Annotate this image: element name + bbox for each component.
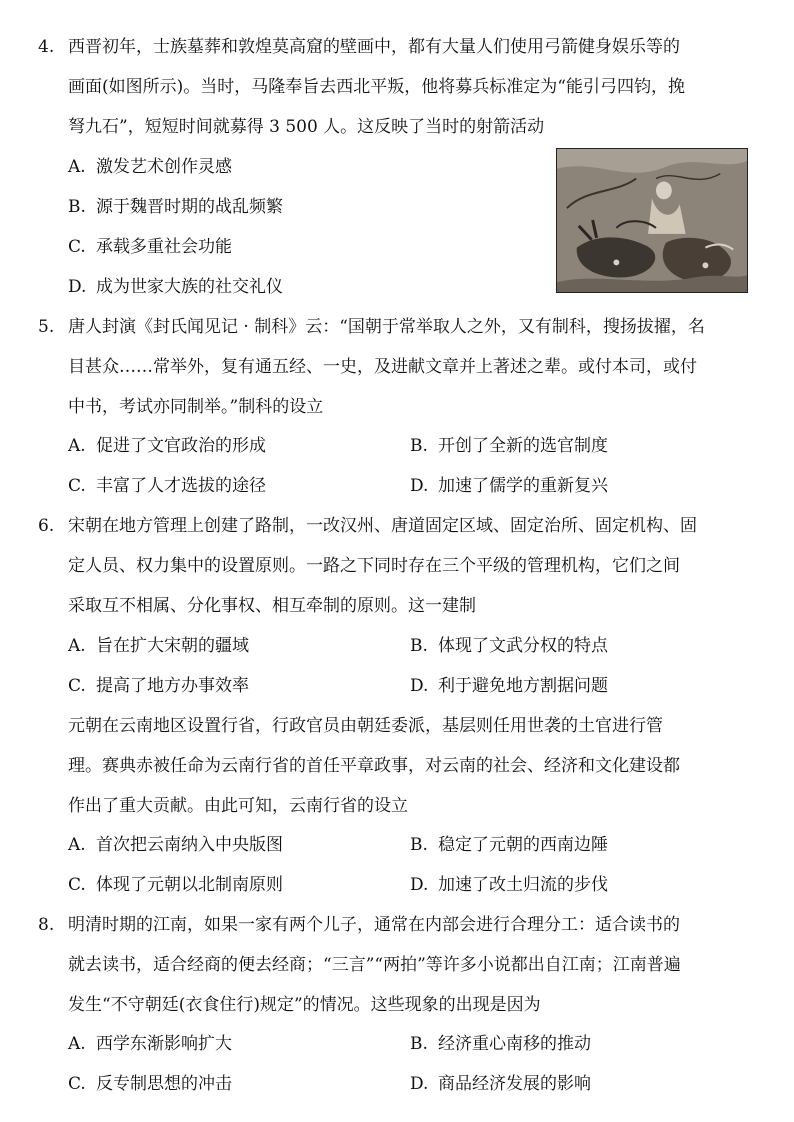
question-4-option-b[interactable]: [68, 197, 283, 217]
question-4-stem-line-1: 西晋初年，士族墓葬和敦煌莫高窟的壁画中，都有大量人们使用弓箭健身娱乐等的: [68, 37, 680, 57]
option-text: 加速了儒学的重新复兴: [438, 476, 608, 496]
question-5-option-b[interactable]: [410, 436, 608, 456]
question-7-stem-line-2: 理。赛典赤被任命为云南行省的首任平章政事，对云南的社会、经济和文化建设都: [68, 756, 680, 776]
question-5-option-d[interactable]: [410, 476, 608, 496]
option-text: 开创了全新的选官制度: [438, 436, 608, 456]
question-5-number: 5.: [38, 317, 55, 337]
question-6-option-c[interactable]: [68, 676, 249, 696]
question-6-stem-line-3: 采取互不相属、分化事权、相互牵制的原则。这一建制: [68, 596, 476, 616]
question-7-option-a[interactable]: [68, 835, 283, 855]
question-7-stem-line-1: 元朝在云南地区设置行省，行政官员由朝廷委派，基层则任用世袭的土官进行管: [68, 716, 663, 736]
question-4-option-c[interactable]: [68, 237, 232, 257]
option-label: A.: [68, 835, 86, 855]
option-label: A.: [68, 436, 86, 456]
option-text: 经济重心南移的推动: [438, 1034, 591, 1054]
question-7-option-d[interactable]: [410, 875, 608, 895]
option-text: 反专制思想的冲击: [96, 1074, 232, 1094]
option-text: 丰富了人才选拔的途径: [96, 476, 266, 496]
question-7-option-b[interactable]: [410, 835, 608, 855]
question-5-option-a[interactable]: [68, 436, 266, 456]
question-5-stem-line-1: 唐人封演《封氏闻见记 · 制科》云：“国朝于常举取人之外，又有制科，搜扬拔擢，名: [68, 317, 705, 337]
option-text: 加速了改土归流的步伐: [438, 875, 608, 895]
question-6-stem-line-2: 定人员、权力集中的设置原则。一路之下同时存在三个平级的管理机构，它们之间: [68, 556, 680, 576]
question-8-stem-line-3: 发生“不守朝廷(衣食住行)规定”的情况。这些现象的出现是因为: [68, 995, 541, 1015]
option-label: D.: [410, 875, 429, 895]
option-label: B.: [410, 436, 428, 456]
option-label: D.: [410, 676, 429, 696]
option-text: 体现了文武分权的特点: [438, 636, 608, 656]
option-label: A.: [68, 636, 86, 656]
question-4-stem-line-3: 弩九石”，短短时间就募得 3 500 人。这反映了当时的射箭活动: [68, 117, 545, 137]
option-label: C.: [68, 676, 86, 696]
option-text: 稳定了元朝的西南边陲: [438, 835, 608, 855]
option-label: D.: [410, 476, 429, 496]
option-label: B.: [68, 197, 86, 217]
question-8-option-c[interactable]: [68, 1074, 232, 1094]
option-text: 源于魏晋时期的战乱频繁: [96, 197, 283, 217]
option-text: 成为世家大族的社交礼仪: [96, 277, 283, 297]
option-text: 承载多重社会功能: [96, 237, 232, 257]
option-label: D.: [68, 277, 87, 297]
option-label: B.: [410, 1034, 428, 1054]
question-8-number: 8.: [38, 915, 55, 935]
question-6-stem-line-1: 宋朝在地方管理上创建了路制，一改汉州、唐道固定区域、固定治所、固定机构、固: [68, 516, 697, 536]
option-text: 激发艺术创作灵感: [96, 157, 232, 177]
question-8-option-b[interactable]: [410, 1034, 591, 1054]
question-8-option-d[interactable]: [410, 1074, 591, 1094]
option-label: C.: [68, 476, 86, 496]
question-8-stem-line-1: 明清时期的江南，如果一家有两个儿子，通常在内部会进行合理分工：适合读书的: [68, 915, 680, 935]
option-label: A.: [68, 1034, 86, 1054]
option-text: 体现了元朝以北制南原则: [96, 875, 283, 895]
option-text: 利于避免地方割据问题: [438, 676, 608, 696]
option-label: A.: [68, 157, 86, 177]
question-4-stem-line-2: 画面(如图所示)。当时，马隆奉旨去西北平叛，他将募兵标准定为“能引弓四钧，挽: [68, 77, 685, 97]
question-6-option-a[interactable]: [68, 636, 249, 656]
question-8-stem-line-2: 就去读书，适合经商的便去经商；“三言”“两拍”等许多小说都出自江南；江南普遍: [68, 955, 681, 975]
question-7-option-c[interactable]: [68, 875, 283, 895]
option-label: B.: [410, 636, 428, 656]
question-8-option-a[interactable]: [68, 1034, 232, 1054]
option-text: 促进了文官政治的形成: [96, 436, 266, 456]
option-text: 首次把云南纳入中央版图: [96, 835, 283, 855]
option-text: 旨在扩大宋朝的疆域: [96, 636, 249, 656]
option-text: 西学东渐影响扩大: [96, 1034, 232, 1054]
option-label: C.: [68, 875, 86, 895]
question-5-option-c[interactable]: [68, 476, 266, 496]
mural-archery-image: [556, 148, 748, 293]
question-7-stem-line-3: 作出了重大贡献。由此可知，云南行省的设立: [68, 796, 408, 816]
option-text: 提高了地方办事效率: [96, 676, 249, 696]
question-4-number: 4.: [38, 37, 55, 57]
question-6-number: 6.: [38, 516, 55, 536]
question-4-option-d[interactable]: [68, 277, 283, 297]
question-5-stem-line-2: 目甚众……常举外，复有通五经、一史，及进献文章并上著述之辈。或付本司，或付: [68, 357, 697, 377]
question-5-stem-line-3: 中书，考试亦同制举。”制科的设立: [68, 397, 324, 417]
question-6-option-b[interactable]: [410, 636, 608, 656]
option-label: C.: [68, 237, 86, 257]
option-label: D.: [410, 1074, 429, 1094]
option-label: B.: [410, 835, 428, 855]
option-text: 商品经济发展的影响: [438, 1074, 591, 1094]
question-6-option-d[interactable]: [410, 676, 608, 696]
question-4-option-a[interactable]: [68, 157, 232, 177]
option-label: C.: [68, 1074, 86, 1094]
